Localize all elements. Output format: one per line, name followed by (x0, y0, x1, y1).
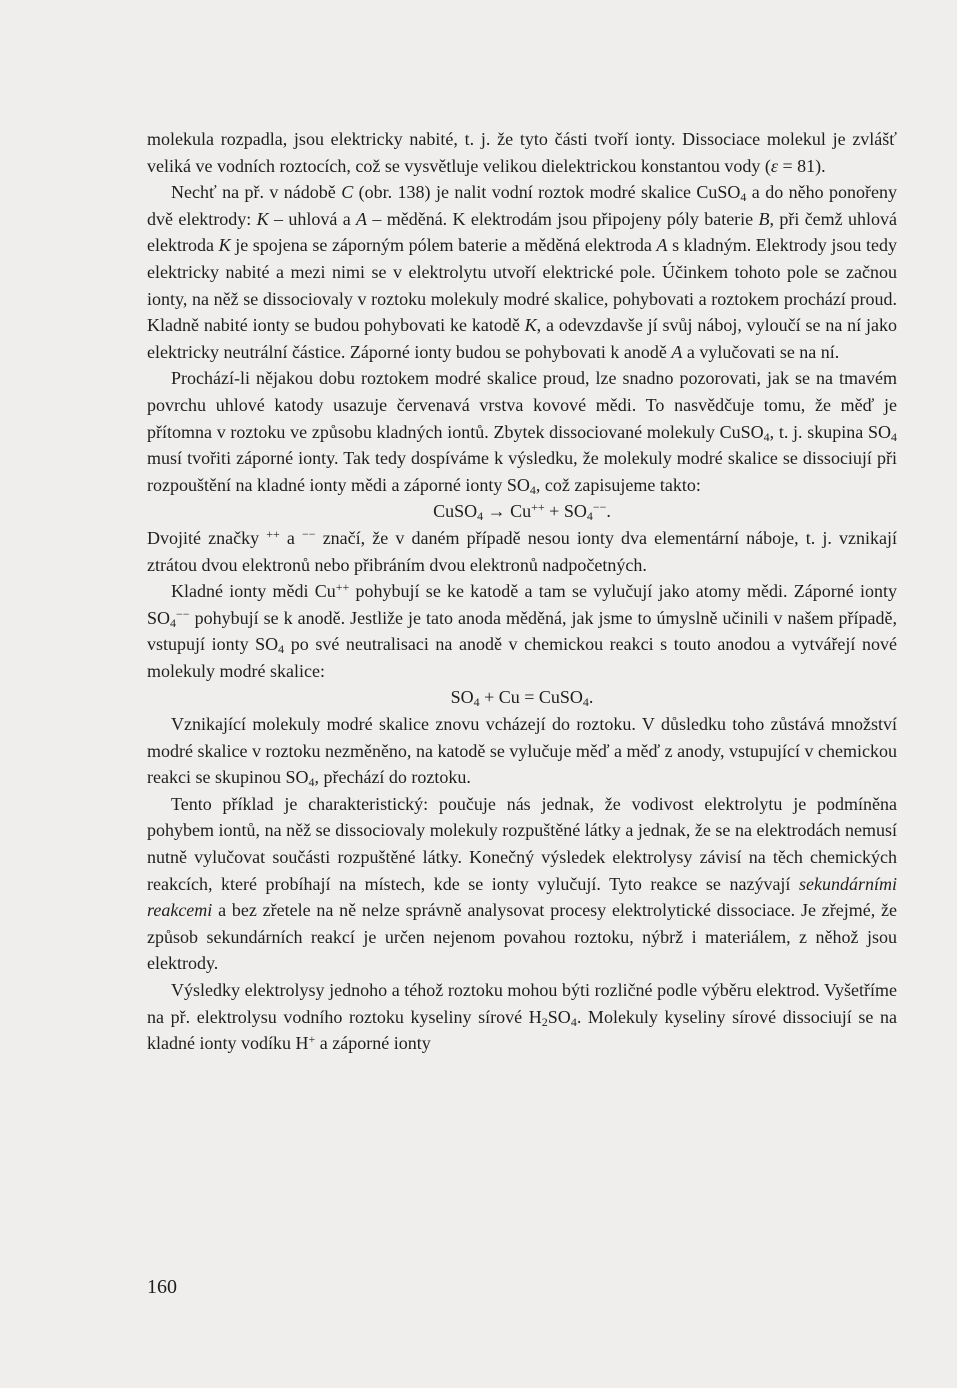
page-number: 160 (147, 1276, 177, 1298)
paragraph: Tento příklad je charakteristický: poučuje nás jednak, že vodivost elektrolytu je podmíněna pohybem iontů, na něž se dissociovaly molekuly rozpuštěné látky a jednak, že se na elektrodách nemusí nutně vylučovat součásti rozpuštěné látky. Konečný výsledek elektrolysy závisí na těch chemických reakcích, které probíhají na místech, kde se ionty vylučují. Tyto reakce se nazývají sekundárními reakcemi a bez zřetele na ně nelze správně analysovat procesy elektrolytické dissociace. Je zřejmé, že způsob sekundárních reakcí je určen nejenom povahou roztoku, nýbrž i materiálem, z něhož jsou elektrody. (147, 793, 897, 974)
page-text (147, 126, 897, 1057)
paragraph: Dvojité značky ++ a −− značí, že v daném případě nesou ionty dva elementární náboje, t. j. vznikají ztrátou dvou elektronů nebo přibráním dvou elektronů nadpočetných. (147, 526, 897, 575)
paragraph: Nechť na př. v nádobě C (obr. 138) je nalit vodní roztok modré skalice CuSO$_4$ a do něho ponořeny dvě elektrody: K – uhlová a A – měděná. K elektrodám jsou připojeny póly baterie B, při čemž uhlová elektroda K je spojena se záporným pólem baterie a měděná elektroda A s kladným. Elektrody jsou tedy elektricky nabité a mezi nimi se v elektrolytu utvoří elektrické pole. Účinkem tohoto pole se začnou ionty, na něž se dissociovaly v roztoku molekuly modré skalice, pohybovati a roztokem prochází proud. Kladně nabité ionty se budou pohybovati ke katodě K, a odevzdavše jí svůj náboj, vyloučí se na ní jako elektricky neutrální částice. Záporné ionty budou se pohybovati k anodě A a vylučovati se na ní. (147, 182, 897, 362)
paragraph: Kladné ionty mědi Cu++ pohybují se ke katodě a tam se vylučují jako atomy mědi. Záporné ionty $SO_4^{--}$ pohybují se k anodě. Jestliže je tato anoda měděná, jak jsme to úmyslně učinili v našem případě, vstupují ionty $SO_4$ po své neutralisaci na anodě v chemickou reakci s touto anodou a vytvářejí nové molekuly modré skalice: (147, 580, 897, 681)
paragraph: Prochází-li nějakou dobu roztokem modré skalice proud, lze snadno pozorovati, jak se na tmavém povrchu uhlové katody usazuje červenavá vrstva kovové mědi. To nasvědčuje tomu, že měď je přítomna v roztoku ve způsobu kladných iontů. Zbytek dissociované molekuly CuSO$_4$, t. j. skupina $SO_4$ musí tvořiti záporné ionty. Tak tedy dospíváme k výsledku, že molekuly modré skalice se dissociují při rozpouštění na kladné ionty mědi a záporné ionty $SO_4$, což zapisujeme takto: (147, 368, 897, 497)
equation: $SO_4 + Cu$ = CuSO$_4$. (450, 687, 594, 710)
equation: CuSO$_4$ → $Cu^{++} + SO_4^{--}$. (433, 500, 611, 524)
paragraph: Výsledky elektrolysy jednoho a téhož roztoku mohou býti rozličné podle výběru elektrod. Vyšetříme na př. elektrolysu vodního roztoku kyseliny sírové $H_2SO_4$. Molekuly kyseliny sírové dissociují se na kladné ionty vodíku H+ a záporné ionty (147, 980, 898, 1054)
paragraph: molekula rozpadla, jsou elektricky nabité, t. j. že tyto části tvoří ionty. Dissociace molekul je zvlášť veliká ve vodních roztocích, což se vysvětluje velikou dielektrickou konstantou vody (ε = 81). (147, 129, 897, 176)
paragraph: Vznikající molekuly modré skalice znovu vcházejí do roztoku. V důsledku toho zůstává množství modré skalice v roztoku nezměněno, na katodě se vylučuje měď a měď z anody, vstupující v chemickou reakci se skupinou $SO_4$, přechází do roztoku. (147, 714, 897, 790)
